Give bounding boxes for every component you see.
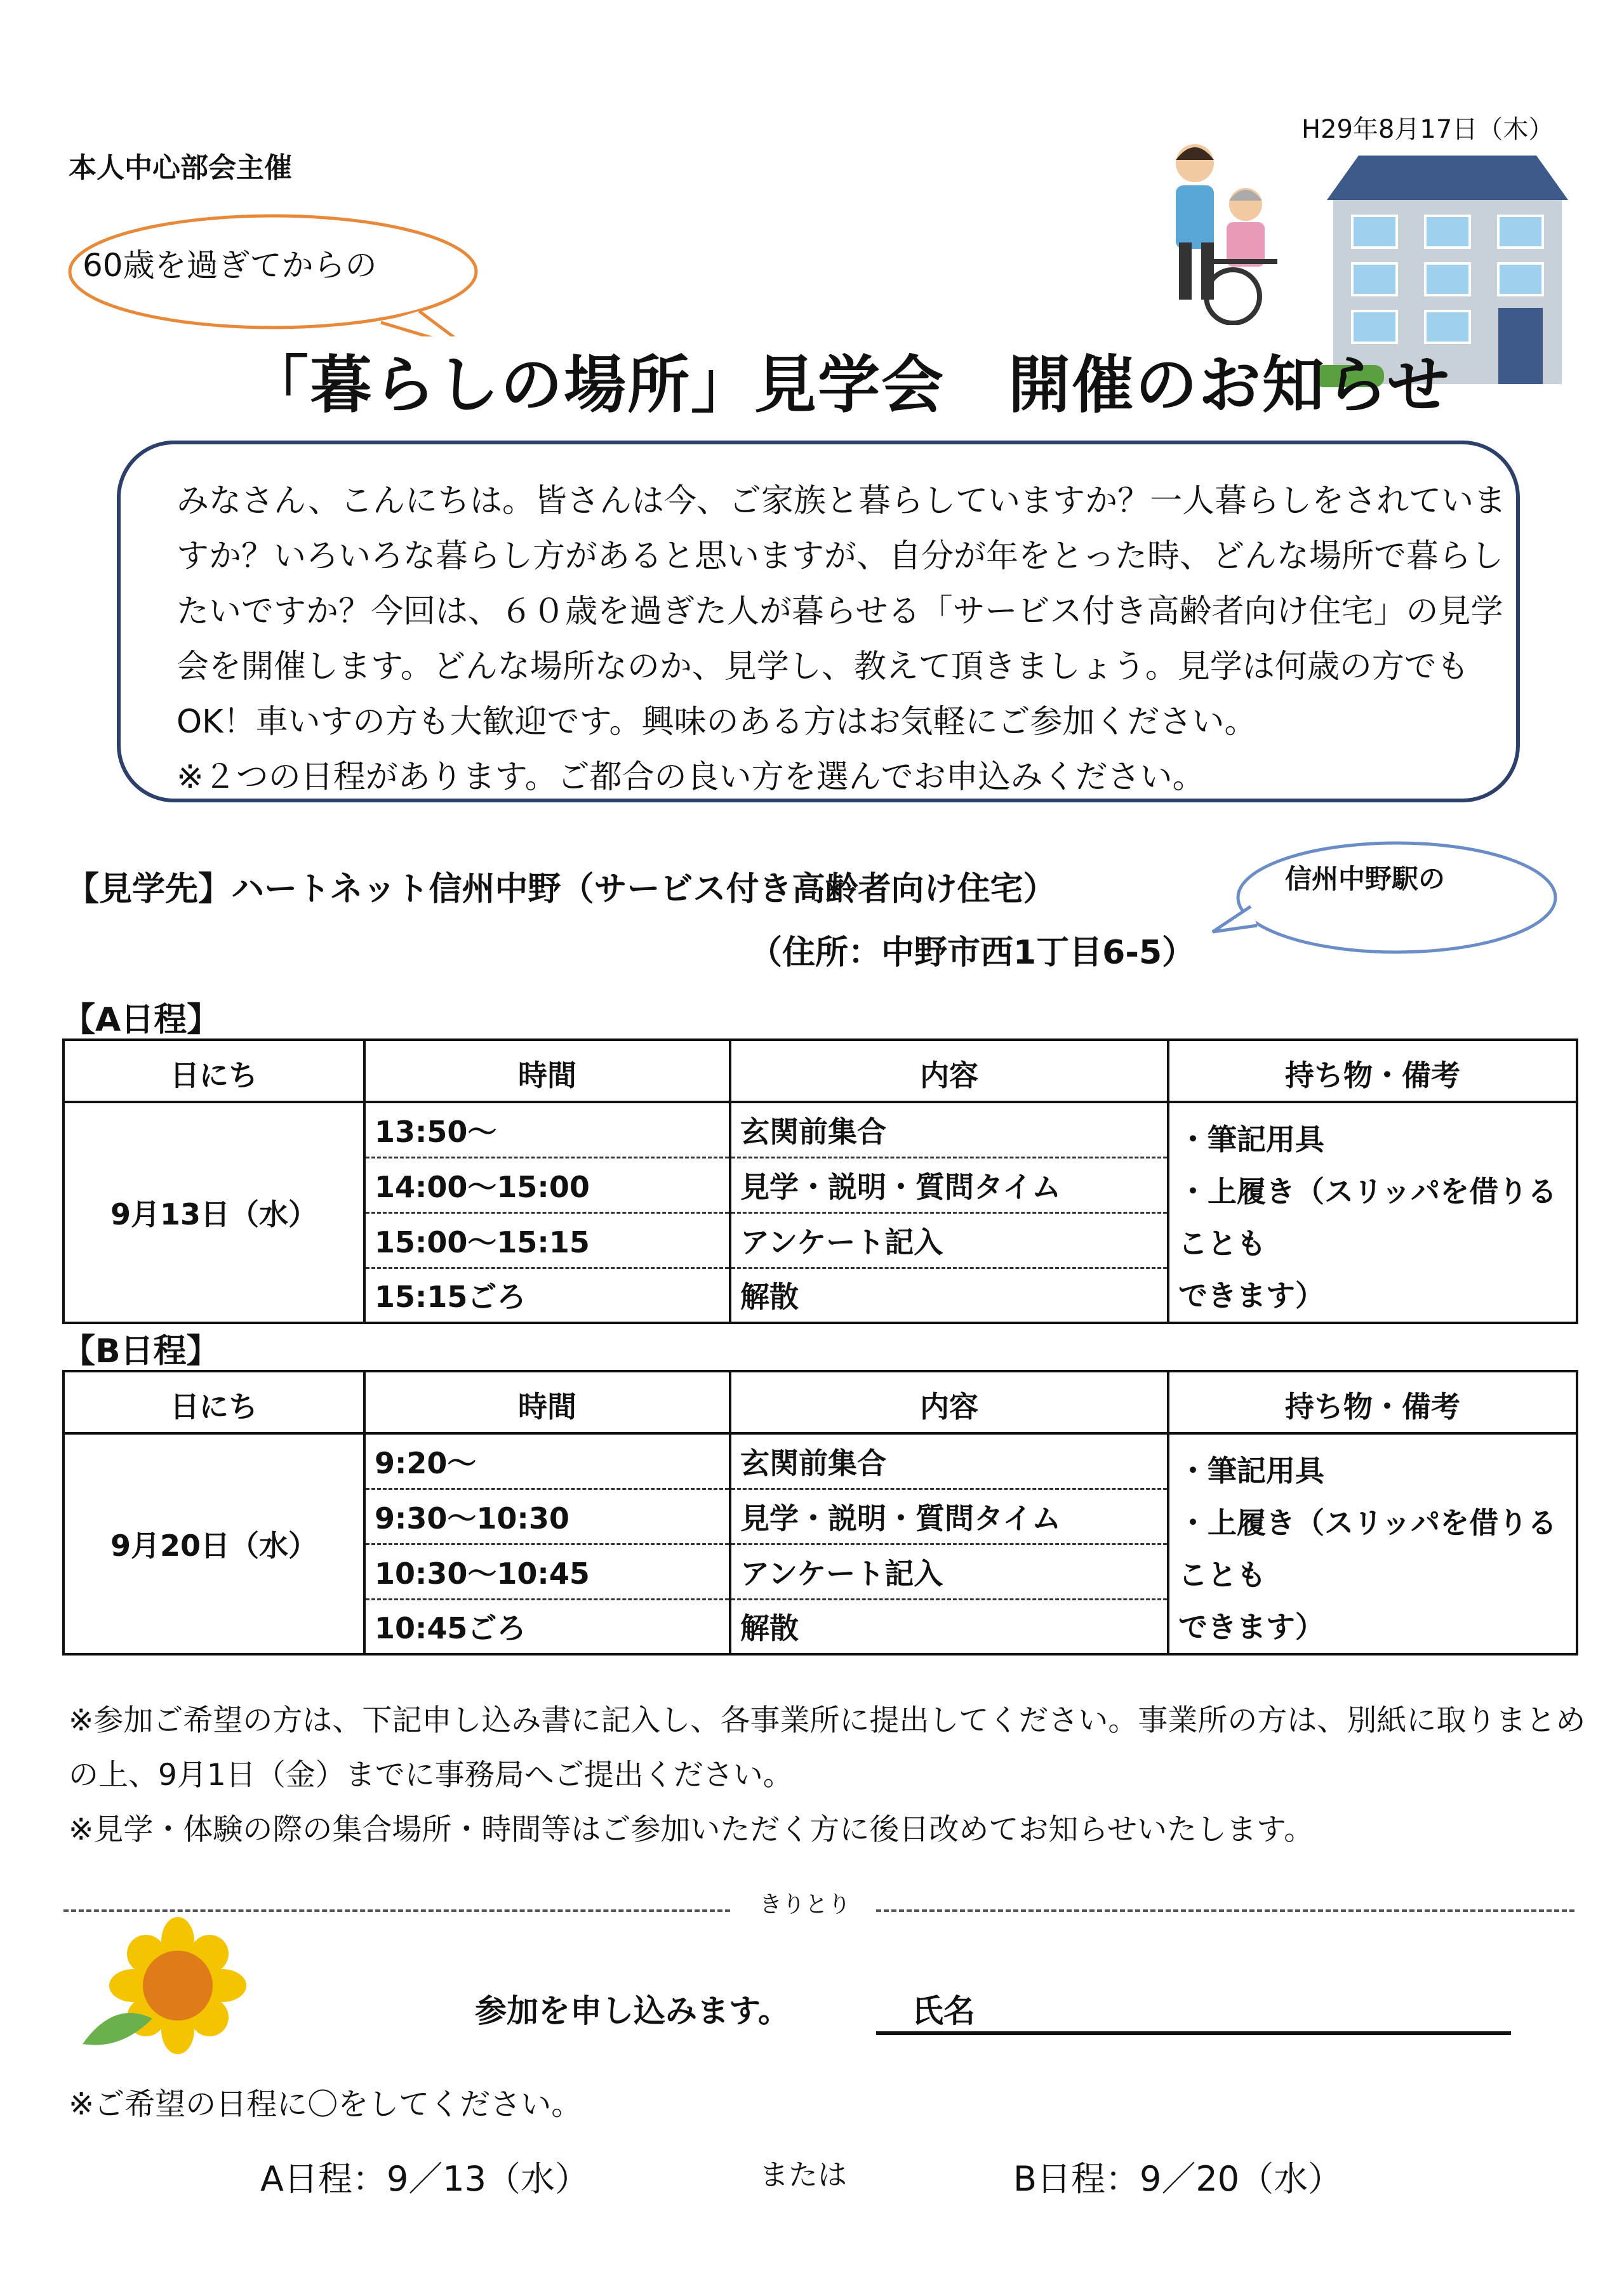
schedule-b-table bbox=[62, 1370, 1578, 1656]
footer-note-line: の上、9月1日（金）までに事務局へご提出ください。 bbox=[69, 1758, 793, 1793]
footer-note-line: ※参加ご希望の方は、下記申し込み書に記入し、各事業所に提出してください。事業所の方は、別紙に取りまとめ bbox=[69, 1703, 1586, 1738]
intro-line: たいですか？今回は、６０歳を過ぎた人が暮らせる「サービス付き高齢者向け住宅」の見学 bbox=[176, 593, 1503, 630]
note-line: ・筆記用具 bbox=[1178, 1454, 1324, 1488]
schedule-time: 15:15ごろ bbox=[364, 1268, 730, 1323]
schedule-notes bbox=[1168, 1102, 1577, 1323]
cut-label: きりとり bbox=[759, 1892, 851, 1918]
speech-bubble-blue bbox=[1206, 837, 1562, 964]
destination-label: 【見学先】ハートネット信州中野（サービス付き高齢者向け住宅） bbox=[66, 870, 1056, 908]
schedule-time: 15:00〜15:15 bbox=[364, 1212, 730, 1268]
col-header-date: 日にち bbox=[63, 1371, 364, 1433]
schedule-a-heading: 【A日程】 bbox=[62, 1001, 220, 1039]
note-line: ・上履き（スリッパを借りることも bbox=[1178, 1174, 1557, 1261]
note-line: できます） bbox=[1178, 1278, 1324, 1313]
schedule-content: 見学・説明・質問タイム bbox=[730, 1157, 1168, 1212]
schedule-content: 玄関前集合 bbox=[730, 1102, 1168, 1157]
name-input-line[interactable] bbox=[876, 2031, 1511, 2035]
organizer: 本人中心部会主催 bbox=[69, 152, 292, 184]
name-label: 氏名 bbox=[912, 1993, 975, 2029]
page-title: 「暮らしの場所」見学会 開催のお知らせ bbox=[246, 349, 1451, 421]
footer-note-line: ※見学・体験の際の集合場所・時間等はご参加いただく方に後日改めてお知らせいたします。 bbox=[69, 1812, 1314, 1847]
intro-line: ※２つの日程があります。ご都合の良い方を選んでお申込みください。 bbox=[176, 759, 1205, 796]
schedule-day: 9月13日（水） bbox=[63, 1102, 364, 1323]
intro-line: 会を開催します。どんな場所なのか、見学し、教えて頂きましょう。見学は何歳の方でも bbox=[176, 648, 1469, 686]
schedule-content: 見学・説明・質問タイム bbox=[730, 1489, 1168, 1544]
cut-line-left bbox=[63, 1909, 730, 1912]
schedule-content: アンケート記入 bbox=[730, 1212, 1168, 1268]
schedule-time: 10:30〜10:45 bbox=[364, 1544, 730, 1599]
schedule-content: 解散 bbox=[730, 1599, 1168, 1654]
note-line: ・筆記用具 bbox=[1178, 1122, 1324, 1157]
col-header-content: 内容 bbox=[730, 1040, 1168, 1102]
col-header-time: 時間 bbox=[364, 1040, 730, 1102]
intro-box bbox=[117, 441, 1520, 802]
footer-notes bbox=[69, 1694, 1585, 1857]
intro-line: みなさん、こんにちは。皆さんは今、ご家族と暮らしていますか？一人暮らしをされていま bbox=[176, 482, 1507, 520]
col-header-content: 内容 bbox=[730, 1371, 1168, 1433]
schedule-time: 13:50〜 bbox=[364, 1102, 730, 1157]
schedule-day: 9月20日（水） bbox=[63, 1433, 364, 1654]
schedule-content: 玄関前集合 bbox=[730, 1433, 1168, 1489]
schedule-time: 10:45ごろ bbox=[364, 1599, 730, 1654]
intro-line: すか？いろいろな暮らし方があると思いますが、自分が年をとった時、どんな場所で暮らし bbox=[176, 538, 1503, 575]
schedule-content: 解散 bbox=[730, 1268, 1168, 1323]
cut-line-right bbox=[876, 1909, 1574, 1912]
col-header-time: 時間 bbox=[364, 1371, 730, 1433]
schedule-time: 9:30〜10:30 bbox=[364, 1489, 730, 1544]
station-bubble-text: 信州中野駅の bbox=[1285, 863, 1446, 894]
destination-address: （住所：中野市西1丁目6-5） bbox=[749, 934, 1195, 972]
note-line: ・上履き（スリッパを借りることも bbox=[1178, 1506, 1557, 1592]
schedule-content: アンケート記入 bbox=[730, 1544, 1168, 1599]
option-b[interactable]: B日程：9／20（水） bbox=[1013, 2159, 1343, 2199]
schedule-time: 9:20〜 bbox=[364, 1433, 730, 1489]
or-text: または bbox=[759, 2158, 847, 2192]
sunflower-icon bbox=[76, 1917, 254, 2063]
wheelchair-caregiver-icon bbox=[1150, 135, 1290, 325]
note-line: できます） bbox=[1178, 1610, 1324, 1644]
schedule-a-table bbox=[62, 1039, 1578, 1324]
choose-instruction: ※ご希望の日程に〇をしてください。 bbox=[69, 2087, 582, 2122]
schedule-notes bbox=[1168, 1433, 1577, 1654]
issue-date: H29年8月17日（木） bbox=[1301, 115, 1554, 144]
col-header-date: 日にち bbox=[63, 1040, 364, 1102]
apply-text: 参加を申し込みます。 bbox=[475, 1993, 790, 2029]
schedule-b-heading: 【B日程】 bbox=[62, 1332, 220, 1370]
age-bubble-text: 60歳を過ぎてからの bbox=[83, 247, 377, 284]
schedule-time: 14:00〜15:00 bbox=[364, 1157, 730, 1212]
col-header-notes: 持ち物・備考 bbox=[1168, 1371, 1577, 1433]
option-a[interactable]: A日程：9／13（水） bbox=[260, 2159, 590, 2199]
intro-line: OK！車いすの方も大歓迎です。興味のある方はお気軽にご参加ください。 bbox=[176, 703, 1257, 741]
col-header-notes: 持ち物・備考 bbox=[1168, 1040, 1577, 1102]
